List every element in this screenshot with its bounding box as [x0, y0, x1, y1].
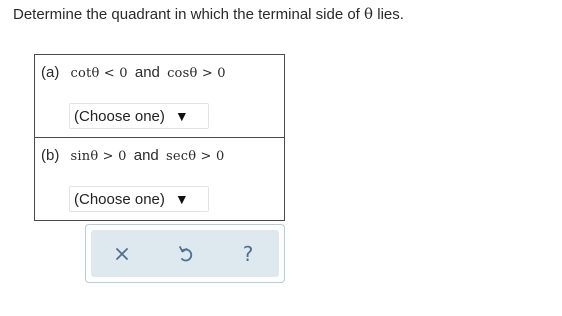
part-a-conjunction: and [134, 64, 160, 81]
parts-box [34, 54, 285, 221]
undo-icon [177, 244, 195, 264]
question-text [13, 5, 404, 23]
question-prefix: Determine the quadrant in which the terminal side of [13, 6, 365, 23]
action-toolbar [91, 230, 279, 277]
dropdown-arrow-icon: ▼ [174, 108, 189, 124]
part-b [35, 138, 284, 221]
part-b-statement [41, 147, 224, 164]
undo-button[interactable] [166, 230, 206, 277]
help-button[interactable] [228, 230, 268, 277]
dropdown-arrow-icon: ▼ [174, 191, 189, 207]
part-b-dropdown-value: (Choose one) [74, 190, 165, 208]
question-suffix: lies. [373, 6, 404, 23]
part-b-quadrant-dropdown[interactable] [69, 186, 209, 212]
part-a-condition-2: cosθ > 0 [167, 66, 226, 81]
part-a-dropdown-value: (Choose one) [74, 107, 165, 125]
theta-symbol: θ [364, 5, 374, 23]
part-a-statement [41, 64, 226, 81]
part-a-quadrant-dropdown[interactable] [69, 103, 209, 129]
clear-button[interactable] [102, 230, 142, 277]
part-a-condition-1: cotθ < 0 [70, 66, 128, 81]
part-b-conjunction: and [133, 147, 159, 164]
part-b-condition-2: secθ > 0 [165, 149, 225, 164]
part-b-condition-1: sinθ > 0 [70, 149, 127, 164]
part-a [35, 55, 284, 138]
part-b-letter: (b) [41, 147, 60, 164]
close-icon [115, 247, 129, 261]
answer-action-panel [85, 224, 285, 283]
help-icon: ? [242, 241, 254, 266]
part-a-letter: (a) [41, 64, 60, 81]
